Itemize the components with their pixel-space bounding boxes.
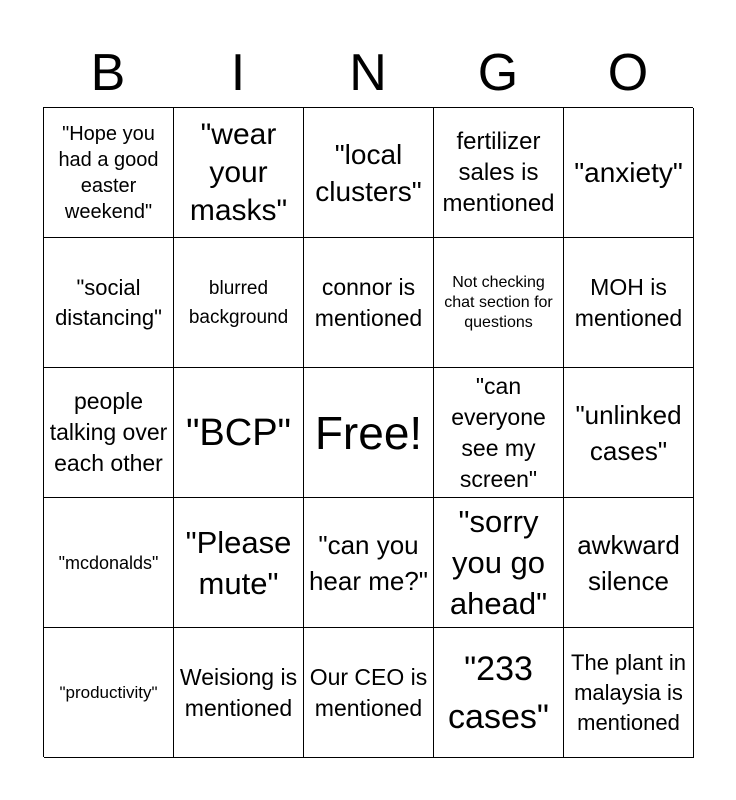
cell-text: "sorry you go ahead"	[449, 504, 548, 621]
bingo-header	[43, 40, 693, 106]
bingo-cell-r1-c4[interactable]	[434, 108, 564, 238]
cell-text: "can you hear me?"	[308, 529, 429, 596]
cell-text: "can everyone see my screen"	[451, 372, 546, 492]
bingo-cell-r5-c2[interactable]	[174, 628, 304, 758]
cell-text: The plant in malaysia is mentioned	[571, 649, 686, 735]
cell-text: "local clusters"	[315, 138, 422, 207]
cell-text: blurred background	[188, 277, 289, 328]
bingo-cell-r2-c3[interactable]	[304, 238, 434, 368]
bingo-cell-r1-c3[interactable]	[304, 108, 434, 238]
bingo-cell-r1-c5[interactable]	[564, 108, 694, 238]
cell-text: Our CEO is mentioned	[309, 663, 428, 721]
bingo-cell-r4-c2[interactable]	[174, 498, 304, 628]
bingo-cell-r5-c1[interactable]	[44, 628, 174, 758]
bingo-cell-r3-c3-free-space[interactable]	[304, 368, 434, 498]
bingo-cell-r4-c1[interactable]	[44, 498, 174, 628]
cell-text: "productivity"	[59, 682, 158, 702]
cell-text: "wear your masks"	[189, 117, 288, 227]
cell-text: Not checking chat section for questions	[444, 273, 553, 331]
bingo-cell-r3-c1[interactable]	[44, 368, 174, 498]
cell-text: "unlinked cases"	[575, 399, 682, 466]
bingo-cell-r5-c3[interactable]	[304, 628, 434, 758]
bingo-cell-r3-c4[interactable]	[434, 368, 564, 498]
cell-text: connor is mentioned	[314, 273, 423, 331]
bingo-cell-r2-c4[interactable]	[434, 238, 564, 368]
header-letter-n: N	[349, 44, 387, 102]
bingo-cell-r5-c4[interactable]	[434, 628, 564, 758]
header-letter-b: B	[90, 44, 126, 102]
header-letter-g: G	[477, 44, 519, 102]
bingo-cell-r5-c5[interactable]	[564, 628, 694, 758]
header-letter-i: I	[230, 44, 246, 102]
cell-text: MOH is mentioned	[574, 273, 683, 331]
bingo-cell-r3-c2[interactable]	[174, 368, 304, 498]
cell-text: "233 cases"	[448, 649, 549, 736]
cell-text: "anxiety"	[574, 157, 683, 188]
cell-text: Weisiong is mentioned	[179, 663, 298, 721]
bingo-cell-r1-c2[interactable]	[174, 108, 304, 238]
header-letter-o: O	[607, 44, 649, 102]
bingo-board	[43, 107, 693, 757]
cell-text: people talking over each other	[49, 388, 168, 476]
bingo-cell-r4-c4[interactable]	[434, 498, 564, 628]
cell-text: "BCP"	[185, 411, 292, 454]
cell-text: "mcdonalds"	[58, 552, 159, 573]
bingo-cell-r3-c5[interactable]	[564, 368, 694, 498]
bingo-cell-r4-c5[interactable]	[564, 498, 694, 628]
cell-text: Free!	[314, 406, 423, 459]
bingo-cell-r4-c3[interactable]	[304, 498, 434, 628]
cell-text: "social distancing"	[55, 274, 162, 330]
cell-text: fertilizer sales is mentioned	[442, 128, 555, 217]
cell-text: awkward silence	[577, 529, 680, 596]
bingo-cell-r1-c1[interactable]	[44, 108, 174, 238]
bingo-cell-r2-c2[interactable]	[174, 238, 304, 368]
cell-text: "Please mute"	[185, 524, 292, 601]
bingo-cell-r2-c5[interactable]	[564, 238, 694, 368]
bingo-cell-r2-c1[interactable]	[44, 238, 174, 368]
cell-text: "Hope you had a good easter weekend"	[58, 122, 159, 223]
